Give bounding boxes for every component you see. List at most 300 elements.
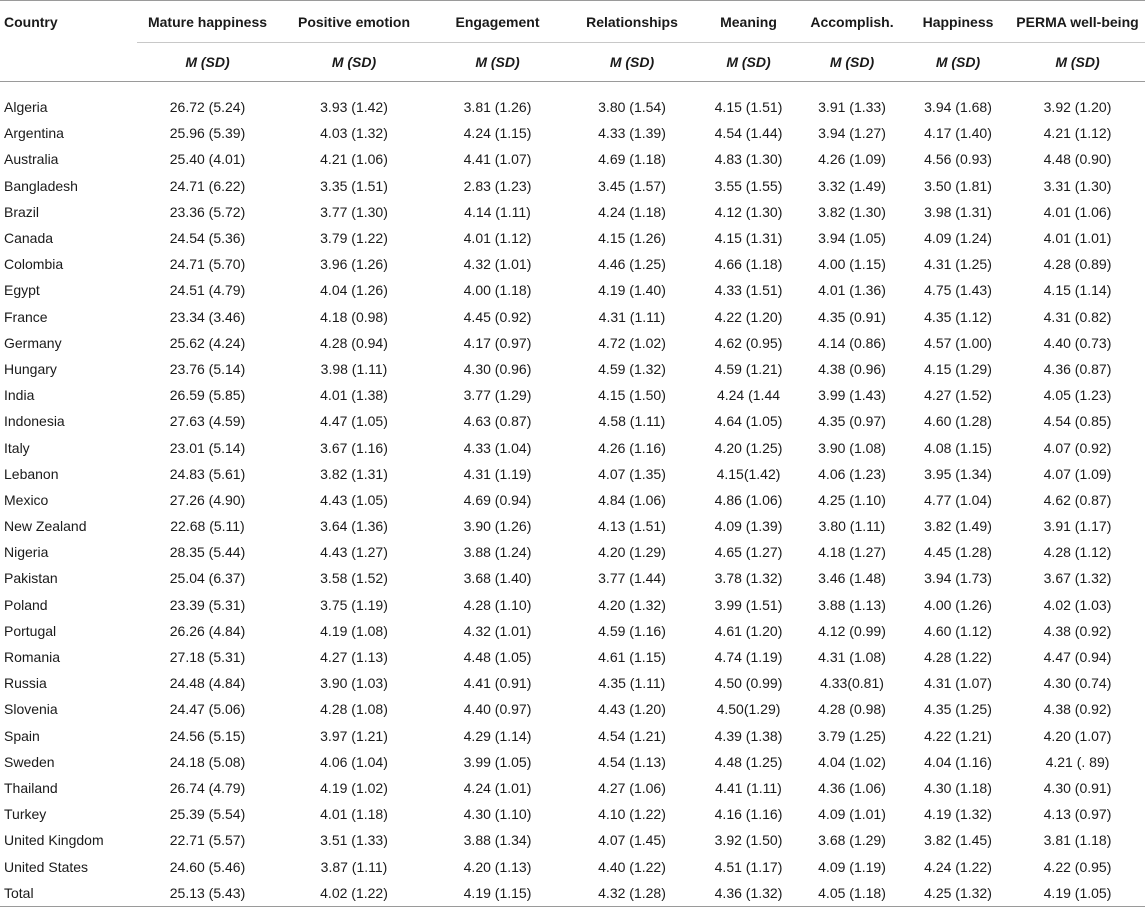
country-cell: Australia: [4, 151, 59, 168]
value-cell: 24.51 (4.79): [169, 282, 246, 299]
value-cell: 4.62 (0.95): [714, 334, 783, 351]
value-cell: 4.15 (1.26): [598, 230, 666, 247]
value-cell: 27.18 (5.31): [169, 649, 246, 666]
value-cell: 25.96 (5.39): [169, 125, 246, 142]
value-cell: 4.30 (1.18): [924, 779, 992, 796]
value-cell: 4.38 (0.96): [818, 360, 886, 377]
country-cell: Pakistan: [4, 570, 58, 587]
value-cell: 4.33(0.81): [820, 675, 884, 692]
value-cell: 4.59 (1.21): [714, 360, 783, 377]
value-cell: 3.31 (1.30): [1043, 177, 1112, 194]
value-cell: 4.56 (0.93): [924, 151, 992, 168]
value-cell: 4.65 (1.27): [714, 544, 783, 561]
country-cell: Thailand: [4, 779, 58, 796]
value-cell: 24.54 (5.36): [169, 230, 246, 247]
value-cell: 4.08 (1.15): [924, 439, 992, 456]
value-cell: 4.07 (1.45): [598, 832, 666, 849]
table-row: [0, 146, 1145, 172]
value-cell: 4.03 (1.32): [320, 125, 388, 142]
value-cell: 4.15 (1.29): [924, 360, 992, 377]
value-cell: 24.56 (5.15): [169, 727, 246, 744]
value-cell: 28.35 (5.44): [169, 544, 246, 561]
country-cell: Portugal: [4, 622, 57, 639]
value-cell: 4.20 (1.25): [714, 439, 783, 456]
country-cell: Nigeria: [4, 544, 49, 561]
value-cell: 4.24 (1.15): [463, 125, 532, 142]
value-cell: 4.04 (1.26): [320, 282, 388, 299]
value-cell: 4.24 (1.44: [716, 387, 781, 404]
value-cell: 4.27 (1.13): [320, 649, 388, 666]
subheader-m-sd: M (SD): [1010, 43, 1145, 82]
column-header: Meaning: [699, 1, 798, 43]
country-cell: Germany: [4, 334, 62, 351]
value-cell: 4.19 (1.02): [320, 779, 388, 796]
table-row: [0, 251, 1145, 277]
value-cell: 25.04 (6.37): [169, 570, 246, 587]
value-cell: 4.14 (0.86): [818, 334, 886, 351]
value-cell: 4.19 (1.05): [1010, 880, 1145, 907]
value-cell: 3.92 (1.50): [714, 832, 783, 849]
value-cell: 4.36 (0.87): [1043, 360, 1112, 377]
value-cell: 4.75 (1.43): [924, 282, 992, 299]
value-cell: 3.80 (1.54): [598, 99, 666, 116]
value-cell: 3.96 (1.26): [320, 256, 388, 273]
value-cell: 3.90 (1.26): [463, 518, 532, 535]
value-cell: 3.82 (1.49): [924, 518, 992, 535]
value-cell: 3.88 (1.13): [818, 596, 886, 613]
value-cell: 4.12 (0.99): [818, 622, 886, 639]
value-cell: 4.12 (1.30): [714, 203, 783, 220]
value-cell: 4.28 (1.08): [320, 701, 388, 718]
header-row: [0, 1, 1145, 43]
value-cell: 3.77 (1.44): [598, 570, 666, 587]
value-cell: 2.83 (1.23): [463, 177, 532, 194]
table-row: [0, 775, 1145, 801]
table-row: [0, 173, 1145, 199]
value-cell: 4.06 (1.23): [818, 465, 886, 482]
value-cell: 3.81 (1.18): [1043, 832, 1112, 849]
value-cell: 4.16 (1.16): [714, 806, 783, 823]
value-cell: 4.19 (1.32): [924, 806, 992, 823]
value-cell: 4.26 (1.09): [818, 151, 886, 168]
value-cell: 3.68 (1.40): [463, 570, 532, 587]
value-cell: 27.26 (4.90): [169, 491, 246, 508]
country-cell: Algeria: [4, 99, 48, 116]
value-cell: 3.97 (1.21): [320, 727, 388, 744]
value-cell: 4.13 (0.97): [1043, 806, 1112, 823]
value-cell: 3.82 (1.30): [818, 203, 886, 220]
value-cell: 4.19 (1.15): [430, 880, 565, 907]
value-cell: 4.35 (0.97): [818, 413, 886, 430]
value-cell: 4.31 (1.25): [924, 256, 992, 273]
value-cell: 4.15 (1.31): [714, 230, 783, 247]
value-cell: 3.68 (1.29): [818, 832, 886, 849]
value-cell: 4.39 (1.38): [714, 727, 783, 744]
table-row: [0, 618, 1145, 644]
table-row: [0, 461, 1145, 487]
value-cell: 23.76 (5.14): [169, 360, 246, 377]
value-cell: 4.00 (1.26): [924, 596, 992, 613]
country-cell: India: [4, 387, 35, 404]
value-cell: 4.13 (1.51): [598, 518, 666, 535]
value-cell: 4.35 (1.11): [598, 675, 666, 692]
country-cell: Bangladesh: [4, 177, 78, 194]
value-cell: 3.79 (1.22): [320, 230, 388, 247]
value-cell: 4.84 (1.06): [598, 491, 666, 508]
value-cell: 23.01 (5.14): [169, 439, 246, 456]
country-cell: Canada: [4, 230, 54, 247]
value-cell: 4.58 (1.11): [598, 413, 666, 430]
value-cell: 3.77 (1.30): [320, 203, 388, 220]
value-cell: 26.59 (5.85): [169, 387, 246, 404]
country-cell: Hungary: [4, 360, 57, 377]
value-cell: 4.28 (1.12): [1043, 544, 1112, 561]
value-cell: 4.83 (1.30): [714, 151, 783, 168]
value-cell: 4.61 (1.15): [598, 649, 666, 666]
value-cell: 24.83 (5.61): [169, 465, 246, 482]
value-cell: 3.90 (1.08): [818, 439, 886, 456]
value-cell: 23.36 (5.72): [169, 203, 246, 220]
value-cell: 26.74 (4.79): [169, 779, 246, 796]
value-cell: 4.60 (1.12): [924, 622, 992, 639]
value-cell: 4.05 (1.18): [798, 880, 906, 907]
value-cell: 4.24 (1.18): [598, 203, 666, 220]
country-cell: Turkey: [4, 806, 47, 823]
spacer-row: [0, 82, 1145, 95]
value-cell: 4.60 (1.28): [924, 413, 992, 430]
value-cell: 4.32 (1.01): [463, 622, 532, 639]
value-cell: 3.88 (1.24): [463, 544, 532, 561]
value-cell: 4.74 (1.19): [714, 649, 783, 666]
value-cell: 3.58 (1.52): [320, 570, 388, 587]
value-cell: 3.51 (1.33): [320, 832, 388, 849]
column-header: Positive emotion: [278, 1, 430, 43]
table-row: [0, 120, 1145, 146]
value-cell: 22.68 (5.11): [170, 518, 245, 535]
value-cell: 23.39 (5.31): [169, 596, 246, 613]
value-cell: 4.28 (0.98): [818, 701, 886, 718]
value-cell: 24.48 (4.84): [169, 675, 246, 692]
table-row: [0, 749, 1145, 775]
value-cell: 4.09 (1.24): [924, 230, 992, 247]
value-cell: 4.24 (1.22): [924, 858, 992, 875]
country-cell: United Kingdom: [4, 832, 104, 849]
value-cell: 3.99 (1.05): [463, 753, 532, 770]
value-cell: 4.33 (1.39): [598, 125, 666, 142]
value-cell: 4.31 (0.82): [1043, 308, 1112, 325]
value-cell: 3.98 (1.31): [924, 203, 992, 220]
value-cell: 25.62 (4.24): [169, 334, 246, 351]
value-cell: 4.06 (1.04): [320, 753, 388, 770]
subheader-row: [0, 43, 1145, 82]
value-cell: 3.80 (1.11): [818, 518, 886, 535]
value-cell: 4.07 (1.09): [1043, 465, 1112, 482]
value-cell: 4.41 (1.07): [463, 151, 532, 168]
value-cell: 4.31 (1.19): [463, 465, 532, 482]
country-cell: Egypt: [4, 282, 40, 299]
value-cell: 3.55 (1.55): [714, 177, 783, 194]
table-row: [0, 853, 1145, 879]
value-cell: 3.94 (1.68): [924, 99, 992, 116]
table-row: [0, 696, 1145, 722]
value-cell: 4.30 (0.91): [1043, 779, 1112, 796]
value-cell: 4.00 (1.18): [463, 282, 532, 299]
value-cell: 4.50(1.29): [716, 701, 781, 718]
table-row: [0, 880, 1145, 907]
value-cell: 4.15(1.42): [716, 465, 781, 482]
value-cell: 4.28 (1.22): [924, 649, 992, 666]
country-cell: Argentina: [4, 125, 64, 142]
value-cell: 4.14 (1.11): [464, 203, 531, 220]
value-cell: 3.77 (1.29): [463, 387, 532, 404]
country-cell: Total: [0, 880, 137, 907]
country-cell: Colombia: [4, 256, 64, 273]
value-cell: 4.36 (1.06): [818, 779, 886, 796]
value-cell: 4.28 (0.89): [1043, 256, 1112, 273]
value-cell: 4.40 (0.73): [1043, 334, 1112, 351]
column-header: Accomplish.: [798, 1, 906, 43]
value-cell: 4.26 (1.16): [598, 439, 666, 456]
value-cell: 3.99 (1.43): [818, 387, 886, 404]
table-row: [0, 356, 1145, 382]
country-cell: Spain: [4, 727, 40, 744]
table-row: [0, 277, 1145, 303]
value-cell: 3.90 (1.03): [320, 675, 388, 692]
value-cell: 3.46 (1.48): [818, 570, 886, 587]
table-row: [0, 592, 1145, 618]
value-cell: 4.15 (1.50): [598, 387, 666, 404]
country-cell: Mexico: [4, 491, 49, 508]
value-cell: 4.01 (1.01): [1043, 230, 1112, 247]
value-cell: 3.45 (1.57): [598, 177, 666, 194]
country-cell: Slovenia: [4, 701, 58, 718]
subheader-m-sd: M (SD): [430, 43, 565, 82]
value-cell: 24.71 (6.22): [169, 177, 246, 194]
value-cell: 4.28 (1.10): [463, 596, 532, 613]
value-cell: 4.28 (0.94): [320, 334, 388, 351]
column-header: Engagement: [430, 1, 565, 43]
value-cell: 4.45 (1.28): [924, 544, 992, 561]
value-cell: 22.71 (5.57): [169, 832, 246, 849]
subheader-m-sd: M (SD): [137, 43, 278, 82]
value-cell: 4.72 (1.02): [598, 334, 666, 351]
value-cell: 4.20 (1.07): [1043, 727, 1112, 744]
value-cell: 3.91 (1.33): [818, 99, 886, 116]
value-cell: 4.19 (1.40): [598, 282, 666, 299]
value-cell: 4.09 (1.01): [818, 806, 886, 823]
value-cell: 4.50 (0.99): [714, 675, 783, 692]
value-cell: 4.40 (0.97): [463, 701, 532, 718]
value-cell: 4.21 (1.12): [1043, 125, 1112, 142]
country-cell: Brazil: [4, 203, 40, 220]
value-cell: 4.22 (0.95): [1043, 858, 1112, 875]
value-cell: 23.34 (3.46): [169, 308, 246, 325]
value-cell: 4.32 (1.28): [565, 880, 699, 907]
value-cell: 3.79 (1.25): [818, 727, 886, 744]
value-cell: 4.40 (1.22): [598, 858, 666, 875]
value-cell: 4.69 (0.94): [463, 491, 532, 508]
value-cell: 3.91 (1.17): [1043, 518, 1112, 535]
table-row: [0, 801, 1145, 827]
value-cell: 3.88 (1.34): [463, 832, 532, 849]
value-cell: 4.45 (0.92): [463, 308, 532, 325]
value-cell: 4.21 (1.06): [320, 151, 388, 168]
value-cell: 4.61 (1.20): [714, 622, 783, 639]
country-cell: New Zealand: [4, 518, 87, 535]
value-cell: 4.35 (1.25): [924, 701, 992, 718]
value-cell: 4.30 (0.96): [463, 360, 532, 377]
value-cell: 4.15 (1.51): [714, 99, 783, 116]
country-cell: Romania: [4, 649, 61, 666]
value-cell: 3.98 (1.11): [320, 360, 388, 377]
value-cell: 4.41 (0.91): [463, 675, 532, 692]
value-cell: 3.95 (1.34): [924, 465, 992, 482]
value-cell: 4.01 (1.12): [463, 230, 532, 247]
value-cell: 25.40 (4.01): [169, 151, 246, 168]
table-row: [0, 382, 1145, 408]
column-header: Happiness: [906, 1, 1010, 43]
column-header: Relationships: [565, 1, 699, 43]
country-cell: France: [4, 308, 48, 325]
subheader-m-sd: M (SD): [278, 43, 430, 82]
value-cell: 3.94 (1.73): [924, 570, 992, 587]
value-cell: 4.36 (1.32): [699, 880, 798, 907]
value-cell: 25.39 (5.54): [169, 806, 246, 823]
value-cell: 4.64 (1.05): [714, 413, 783, 430]
value-cell: 4.31 (1.07): [924, 675, 992, 692]
subheader-m-sd: M (SD): [565, 43, 699, 82]
table-row: [0, 723, 1145, 749]
value-cell: 4.00 (1.15): [818, 256, 886, 273]
table-row: [0, 487, 1145, 513]
country-cell: Italy: [4, 439, 30, 456]
value-cell: 4.63 (0.87): [463, 413, 532, 430]
value-cell: 4.48 (1.25): [714, 753, 783, 770]
value-cell: 4.62 (0.87): [1043, 491, 1112, 508]
value-cell: 4.22 (1.21): [924, 727, 992, 744]
value-cell: 3.64 (1.36): [320, 518, 388, 535]
value-cell: 4.09 (1.39): [714, 518, 783, 535]
value-cell: 3.67 (1.16): [320, 439, 388, 456]
value-cell: 3.92 (1.20): [1043, 99, 1112, 116]
column-header-country: Country: [0, 1, 137, 43]
value-cell: 4.43 (1.27): [320, 544, 388, 561]
value-cell: 4.01 (1.18): [320, 806, 388, 823]
value-cell: 3.82 (1.45): [924, 832, 992, 849]
value-cell: 4.30 (0.74): [1043, 675, 1112, 692]
value-cell: 4.22 (1.20): [714, 308, 783, 325]
value-cell: 4.15 (1.14): [1043, 282, 1112, 299]
value-cell: 4.17 (0.97): [463, 334, 532, 351]
value-cell: 3.75 (1.19): [320, 596, 388, 613]
value-cell: 4.31 (1.11): [598, 308, 666, 325]
value-cell: 4.07 (1.35): [598, 465, 666, 482]
value-cell: 4.20 (1.13): [463, 858, 532, 875]
value-cell: 4.24 (1.01): [463, 779, 532, 796]
value-cell: 3.87 (1.11): [320, 858, 388, 875]
table-row: [0, 408, 1145, 434]
value-cell: 4.25 (1.10): [818, 491, 886, 508]
value-cell: 26.26 (4.84): [169, 622, 246, 639]
value-cell: 26.72 (5.24): [169, 99, 246, 116]
value-cell: 4.46 (1.25): [598, 256, 666, 273]
value-cell: 3.35 (1.51): [320, 177, 388, 194]
value-cell: 4.07 (0.92): [1043, 439, 1112, 456]
table-row: [0, 827, 1145, 853]
value-cell: 4.69 (1.18): [598, 151, 666, 168]
value-cell: 4.51 (1.17): [714, 858, 783, 875]
value-cell: 4.20 (1.32): [598, 596, 666, 613]
value-cell: 24.60 (5.46): [169, 858, 246, 875]
column-header: PERMA well-being: [1010, 1, 1145, 43]
value-cell: 4.47 (1.05): [320, 413, 388, 430]
value-cell: 4.10 (1.22): [598, 806, 666, 823]
value-cell: 4.59 (1.16): [598, 622, 666, 639]
country-cell: Poland: [4, 596, 48, 613]
value-cell: 4.02 (1.22): [278, 880, 430, 907]
value-cell: 4.38 (0.92): [1043, 622, 1112, 639]
table-row: [0, 434, 1145, 460]
value-cell: 4.54 (1.13): [598, 753, 666, 770]
table-row: [0, 539, 1145, 565]
value-cell: 4.05 (1.23): [1043, 387, 1112, 404]
value-cell: 3.50 (1.81): [924, 177, 992, 194]
value-cell: 24.71 (5.70): [169, 256, 246, 273]
subheader-empty: [0, 43, 137, 82]
table-row: [0, 225, 1145, 251]
value-cell: 3.94 (1.27): [818, 125, 886, 142]
value-cell: 3.82 (1.31): [320, 465, 388, 482]
subheader-m-sd: M (SD): [906, 43, 1010, 82]
value-cell: 3.99 (1.51): [714, 596, 783, 613]
table-row: [0, 513, 1145, 539]
value-cell: 4.47 (0.94): [1043, 649, 1112, 666]
value-cell: 4.59 (1.32): [598, 360, 666, 377]
value-cell: 4.43 (1.20): [598, 701, 666, 718]
country-cell: Sweden: [4, 753, 55, 770]
value-cell: 27.63 (4.59): [169, 413, 246, 430]
value-cell: 3.93 (1.42): [320, 99, 388, 116]
table-row: [0, 304, 1145, 330]
table-row: [0, 670, 1145, 696]
value-cell: 4.66 (1.18): [714, 256, 783, 273]
value-cell: 4.01 (1.06): [1043, 203, 1112, 220]
value-cell: 4.33 (1.51): [714, 282, 783, 299]
value-cell: 4.01 (1.36): [818, 282, 886, 299]
value-cell: 4.19 (1.08): [320, 622, 388, 639]
value-cell: 3.67 (1.32): [1043, 570, 1112, 587]
country-cell: Indonesia: [4, 413, 65, 430]
table-row: [0, 94, 1145, 120]
table-row: [0, 199, 1145, 225]
value-cell: 4.21 (. 89): [1045, 753, 1110, 770]
table-row: [0, 644, 1145, 670]
value-cell: 4.09 (1.19): [818, 858, 886, 875]
value-cell: 4.48 (0.90): [1043, 151, 1112, 168]
value-cell: 24.18 (5.08): [169, 753, 246, 770]
subheader-m-sd: M (SD): [798, 43, 906, 82]
value-cell: 4.17 (1.40): [924, 125, 992, 142]
value-cell: 4.18 (1.27): [818, 544, 886, 561]
country-cell: Lebanon: [4, 465, 59, 482]
value-cell: 4.25 (1.32): [906, 880, 1010, 907]
column-header: Mature happiness: [137, 1, 278, 43]
value-cell: 4.77 (1.04): [924, 491, 992, 508]
country-cell: United States: [4, 858, 89, 875]
value-cell: 4.41 (1.11): [715, 779, 782, 796]
value-cell: 4.32 (1.01): [463, 256, 532, 273]
table-row: [0, 565, 1145, 591]
